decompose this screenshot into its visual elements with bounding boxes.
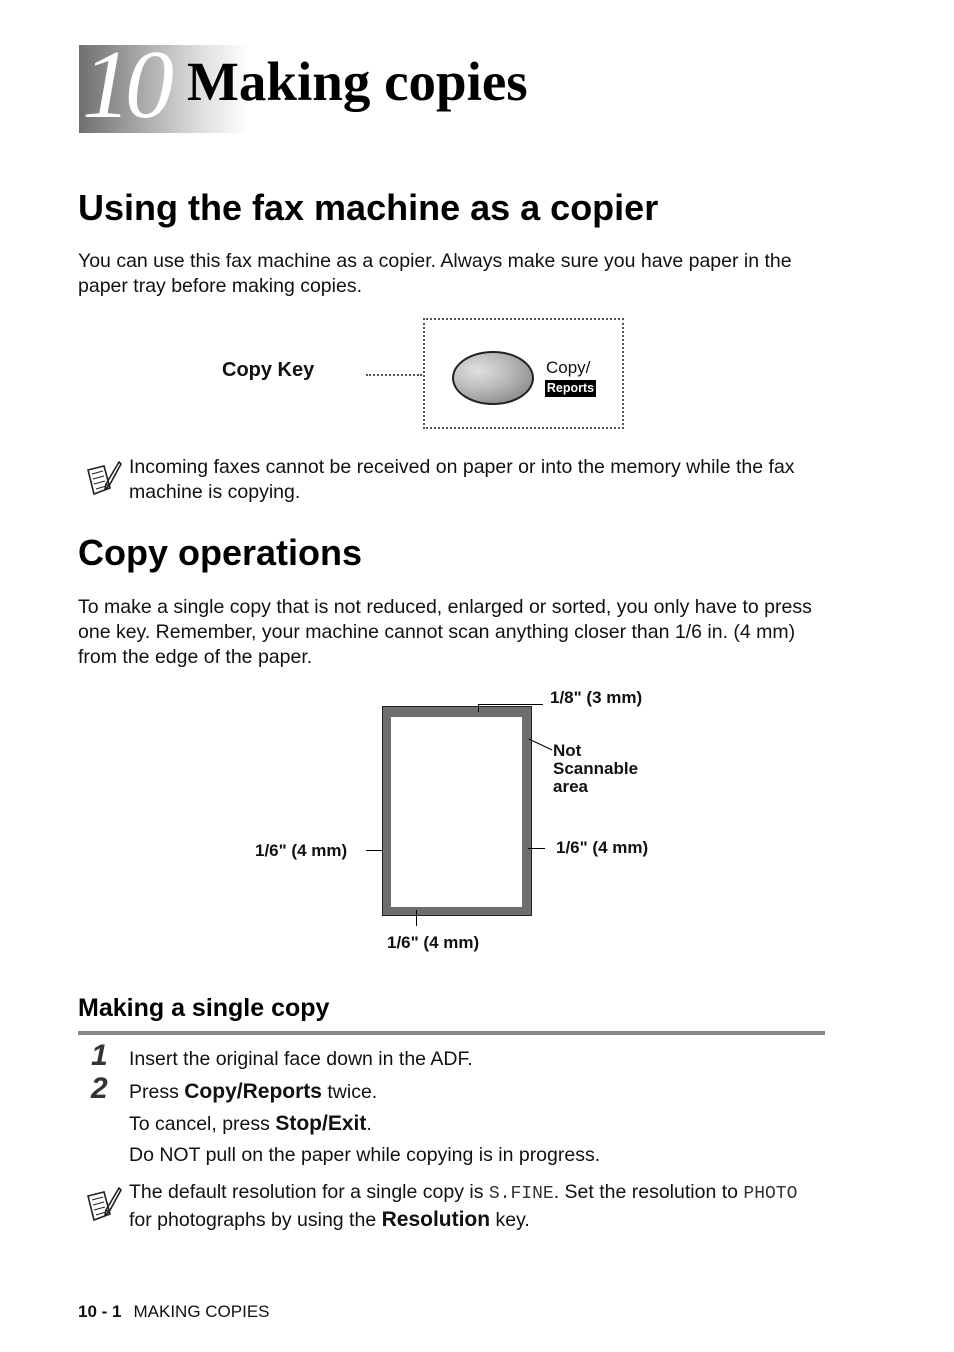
key-resolution: Resolution (381, 1208, 491, 1231)
leader-right (528, 848, 545, 849)
label-not-scannable-2: Scannable (553, 759, 639, 778)
step-1-text: Insert the original face down in the ADF. (129, 1048, 473, 1070)
subsection-heading-single-copy: Making a single copy (78, 994, 330, 1022)
label-bottom-margin: 1/6" (4 mm) (387, 933, 480, 952)
note-pencil-icon (84, 1184, 122, 1224)
leader-left (366, 850, 382, 851)
chapter-title: Making copies (187, 51, 528, 112)
chapter-number: 10 (82, 31, 168, 139)
section-heading-copier: Using the fax machine as a copier (78, 187, 659, 228)
subsection-rule (78, 1031, 825, 1035)
reports-badge: Reports (546, 381, 595, 395)
page-number: 10 - 1 (78, 1302, 122, 1321)
label-not-scannable-3: area (553, 777, 588, 796)
cancel-instruction: To cancel, press Stop/Exit. (129, 1112, 372, 1135)
leader-bottom (416, 910, 417, 926)
section-heading-copy-operations: Copy operations (78, 532, 363, 573)
section-intro-copy-operations: To make a single copy that is not reduced, enlarged or sorted, you only have to press one key. Remember, your machine cannot scan anything closer than 1/6 in. (4 mm) from the edge of the paper. (78, 596, 812, 668)
key-stop-exit: Stop/Exit (275, 1112, 367, 1135)
step-number-1: 1 (91, 1039, 108, 1072)
step-number-2: 2 (91, 1072, 108, 1105)
note-pencil-icon (84, 458, 122, 498)
key-copy-reports: Copy/Reports (184, 1080, 322, 1103)
leader-not-scannable (528, 738, 554, 752)
step-2-text: Press Copy/Reports twice. (129, 1080, 378, 1103)
label-right-margin: 1/6" (4 mm) (556, 838, 649, 857)
copy-key-button-illustration (452, 351, 534, 405)
copy-key-text: Copy/ (546, 358, 591, 377)
paper-scannable-area (391, 717, 522, 907)
note-default-resolution: The default resolution for a single copy is S.FINE. Set the resolution to PHOTO for photographs by using the Resolution key. (129, 1181, 798, 1231)
leader-top (478, 704, 543, 705)
footer-chapter-name: MAKING COPIES (133, 1302, 270, 1321)
resolution-value-photo: PHOTO (743, 1184, 798, 1204)
copy-warning: Do NOT pull on the paper while copying is in progress. (129, 1144, 601, 1166)
section-intro-copier: You can use this fax machine as a copier. Always make sure you have paper in the paper tray before making copies. (78, 250, 792, 297)
label-top-margin: 1/8" (3 mm) (550, 688, 643, 707)
note-incoming-faxes: Incoming faxes cannot be received on paper or into the memory while the fax machine is copying. (129, 456, 795, 503)
label-left-margin: 1/6" (4 mm) (255, 841, 348, 860)
copy-key-label: Copy Key (222, 359, 315, 381)
resolution-value-sfine: S.FINE (488, 1184, 554, 1204)
dotted-leader (366, 374, 422, 376)
page-footer (78, 1302, 270, 1322)
leader-top-tick (478, 704, 479, 712)
label-not-scannable-1: Not (553, 741, 582, 760)
